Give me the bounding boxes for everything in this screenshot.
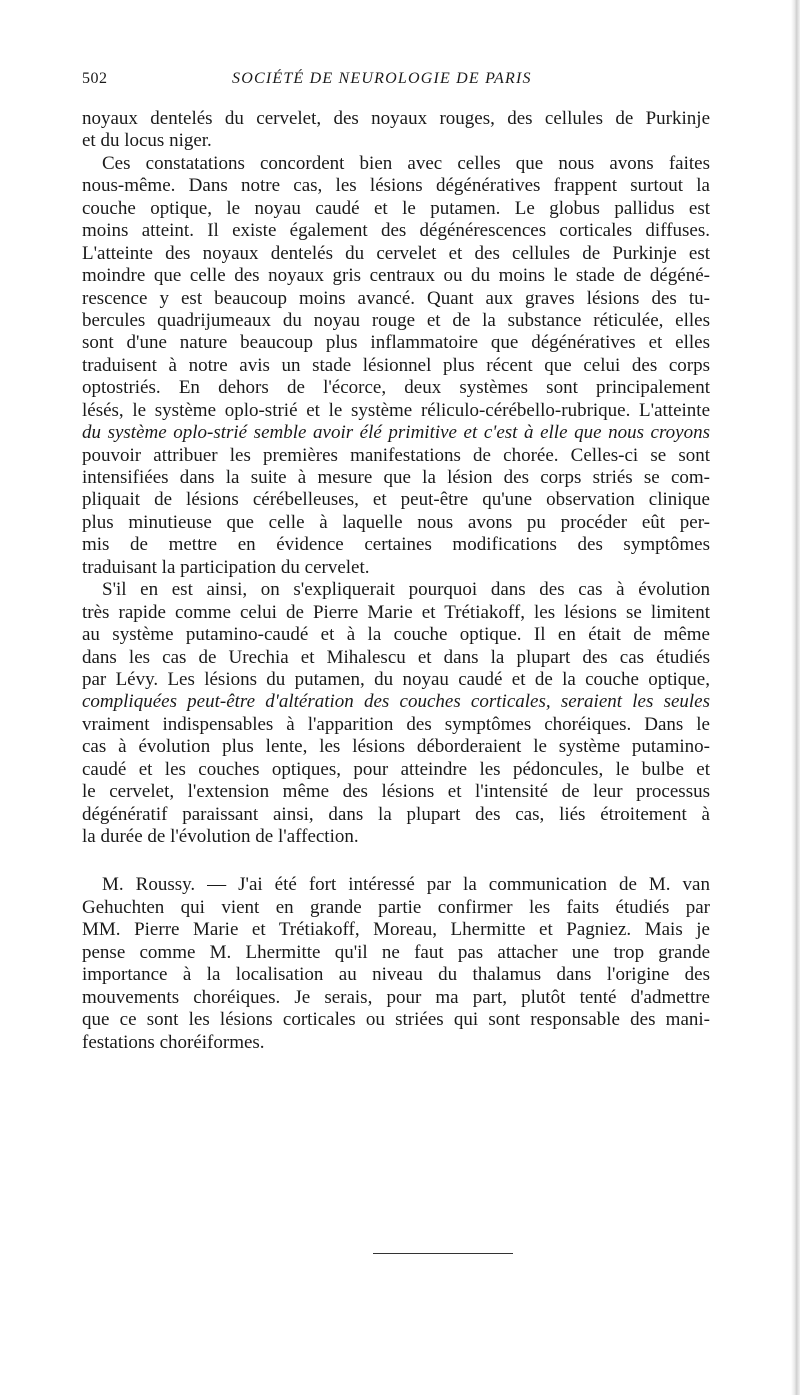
text-line: importance à la localisation au niveau du thalamus dans l'origine des: [82, 964, 710, 986]
text-line: par Lévy. Les lésions du putamen, du noyau caudé et de la couche optique,: [82, 668, 710, 690]
text-line: traduisent à notre avis un stade lésionnel plus récent que celui des corps: [82, 354, 710, 376]
text-line: MM. Pierre Marie et Trétiakoff, Moreau, Lhermitte et Pagniez. Mais je: [82, 919, 710, 941]
text-line: traduisant la participation du cervelet.: [82, 556, 370, 578]
text-line: intensifiées dans la suite à mesure que la lésion des corps striés se com-: [82, 467, 710, 488]
text-line: pouvoir attribuer les premières manifestations de chorée. Celles-ci se sont: [82, 444, 710, 466]
text-line: pense comme M. Lhermitte qu'il ne faut pas attacher une trop grande: [82, 941, 710, 963]
text-line: vraiment indispensables à l'apparition des symptômes choréiques. Dans le: [82, 713, 710, 735]
text-line: S'il en est ainsi, on s'expliquerait pourquoi dans des cas à évolution: [102, 579, 710, 601]
page-number: 502: [82, 70, 108, 87]
section-separator-rule: [373, 1253, 513, 1254]
text-line: dégénératif paraissant ainsi, dans la plupart des cas, liés étroitement à: [82, 803, 710, 825]
text-line: mis de mettre en évidence certaines modifications des symptômes: [82, 534, 710, 556]
paragraph-gap: [82, 848, 710, 874]
text-line: sont d'une nature beaucoup plus inflammatoire que dégénératives et elles: [82, 332, 710, 354]
text-line: caudé et les couches optiques, pour atteindre les pédoncules, le bulbe et: [82, 758, 710, 780]
text-line: M. Roussy. — J'ai été fort intéressé par la communication de M. van: [102, 874, 710, 896]
text-line: plus minutieuse que celle à laquelle nous avons pu procéder eût per-: [82, 511, 710, 533]
text-line: rescence y est beaucoup moins avancé. Quant aux graves lésions des tu-: [82, 287, 710, 309]
text-line: noyaux dentelés du cervelet, des noyaux rouges, des cellules de Purkinje: [82, 108, 710, 129]
text-line: au système putamino-caudé et à la couche optique. Il en était de même: [82, 624, 710, 646]
page-edge-shadow: [791, 0, 800, 1395]
text-line: optostriés. En dehors de l'écorce, deux systèmes sont principalement: [82, 377, 710, 399]
text-line: mouvements choréiques. Je serais, pour ma part, plutôt tenté d'admettre: [82, 986, 710, 1008]
text-line: bercules quadrijumeaux du noyau rouge et de la substance réticulée, elles: [82, 309, 710, 331]
text-line: la durée de l'évolution de l'affection.: [82, 826, 359, 847]
text-line: nous-même. Dans notre cas, les lésions dégénératives frappent surtout la: [82, 175, 710, 197]
text-line: L'atteinte des noyaux dentelés du cervelet et des cellules de Purkinje est: [82, 242, 710, 264]
text-line: du système oplo-strié semble avoir élé primitive et c'est à elle que nous croyons: [82, 422, 710, 444]
page-header: [82, 70, 722, 92]
text-line: Gehuchten qui vient en grande partie confirmer les faits étudiés par: [82, 896, 710, 918]
text-line: Ces constatations concordent bien avec celles que nous avons faites: [102, 152, 710, 174]
text-line: le cervelet, l'extension même des lésions et l'intensité de leur processus: [82, 781, 710, 803]
text-line: très rapide comme celui de Pierre Marie et Trétiakoff, les lésions se limitent: [82, 601, 710, 623]
text-line: cas à évolution plus lente, les lésions déborderaient le système putamino-: [82, 736, 710, 758]
text-line: et du locus niger.: [82, 130, 212, 152]
article-body: [82, 108, 710, 1054]
text-line: festations choréiformes.: [82, 1031, 265, 1053]
text-line: couche optique, le noyau caudé et le putamen. Le globus pallidus est: [82, 197, 710, 219]
text-line: que ce sont les lésions corticales ou striées qui sont responsable des mani-: [82, 1009, 710, 1031]
text-line: moindre que celle des noyaux gris centraux ou du moins le stade de dégéné-: [82, 265, 710, 287]
running-title: SOCIÉTÉ DE NEUROLOGIE DE PARIS: [232, 70, 532, 87]
text-line: dans les cas de Urechia et Mihalescu et dans la plupart des cas étudiés: [82, 646, 710, 668]
text-line: lésés, le système oplo-strié et le système réliculo-cérébello-rubrique. L'atteinte: [82, 399, 710, 421]
text-line: moins atteint. Il existe également des dégénérescences corticales diffuses.: [82, 220, 710, 242]
text-line: pliquait de lésions cérébelleuses, et peut-être qu'une observation clinique: [82, 489, 710, 511]
text-line: compliquées peut-être d'altération des couches corticales, seraient les seules: [82, 691, 710, 713]
